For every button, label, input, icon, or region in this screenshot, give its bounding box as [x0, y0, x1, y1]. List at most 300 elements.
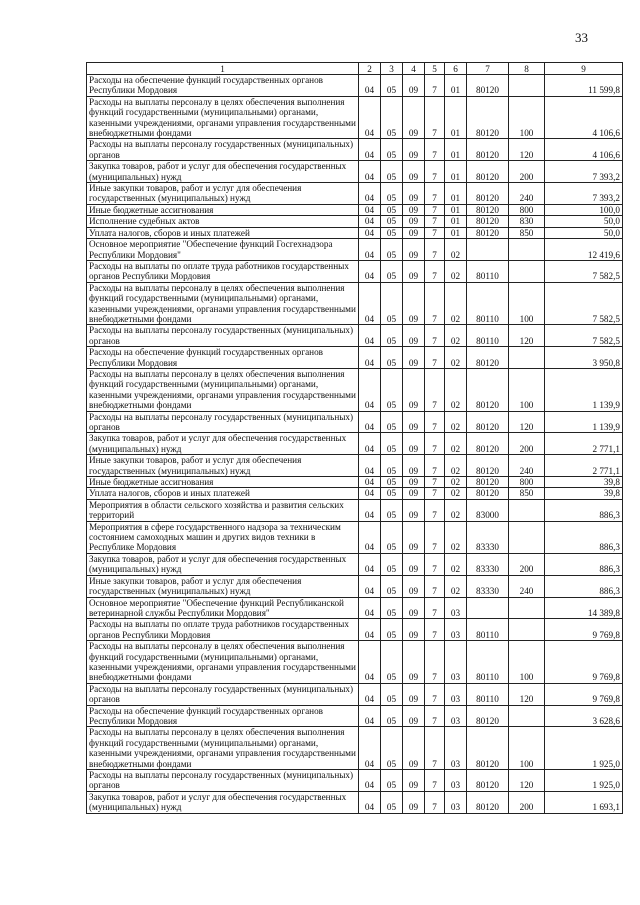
subprogram-code-cell: 7 [425, 433, 445, 455]
program-code-cell: 09 [403, 641, 425, 684]
section-code-cell: 04 [359, 499, 381, 521]
row-name-cell: Расходы на выплаты персоналу в целях обеспечения выполнения функций государственными (муниципальными) органами, казенными учреждениями, органами управления государственными внебюджетными фондами [87, 282, 359, 325]
activity-code-cell: 03 [445, 727, 467, 770]
activity-code-cell: 02 [445, 411, 467, 433]
direction-code-cell: 80120 [467, 433, 509, 455]
section-code-cell: 04 [359, 521, 381, 553]
program-code-cell: 09 [403, 161, 425, 183]
section-code-cell: 04 [359, 619, 381, 641]
row-name-cell: Расходы на выплаты персоналу государственных (муниципальных) органов [87, 139, 359, 161]
column-header: 3 [381, 63, 403, 75]
column-header: 4 [403, 63, 425, 75]
section-code-cell: 04 [359, 597, 381, 619]
table-row [87, 75, 623, 97]
direction-code-cell: 80110 [467, 641, 509, 684]
section-code-cell: 04 [359, 791, 381, 813]
expense-type-cell: 120 [509, 411, 545, 433]
row-name-cell: Мероприятия в области сельского хозяйства и развития сельских территорий [87, 499, 359, 521]
subprogram-code-cell: 7 [425, 455, 445, 477]
row-name-cell: Иные бюджетные ассигнования [87, 477, 359, 488]
activity-code-cell: 03 [445, 641, 467, 684]
table-row [87, 139, 623, 161]
amount-cell: 886,3 [545, 499, 623, 521]
activity-code-cell: 02 [445, 455, 467, 477]
expense-type-cell: 200 [509, 791, 545, 813]
amount-cell: 9 769,8 [545, 683, 623, 705]
subprogram-code-cell: 7 [425, 521, 445, 553]
activity-code-cell: 01 [445, 75, 467, 97]
row-name-cell: Расходы на выплаты персоналу государственных (муниципальных) органов [87, 770, 359, 792]
table-row [87, 325, 623, 347]
table-row [87, 455, 623, 477]
amount-cell: 4 106,6 [545, 96, 623, 139]
table-row [87, 216, 623, 227]
column-header: 8 [509, 63, 545, 75]
subsection-code-cell: 05 [381, 368, 403, 411]
subprogram-code-cell: 7 [425, 282, 445, 325]
activity-code-cell: 02 [445, 325, 467, 347]
amount-cell: 2 771,1 [545, 455, 623, 477]
program-code-cell: 09 [403, 183, 425, 205]
subprogram-code-cell: 7 [425, 96, 445, 139]
activity-code-cell: 03 [445, 770, 467, 792]
amount-cell: 1 925,0 [545, 727, 623, 770]
section-code-cell: 04 [359, 347, 381, 369]
section-code-cell: 04 [359, 705, 381, 727]
table-row [87, 488, 623, 499]
subprogram-code-cell: 7 [425, 727, 445, 770]
subsection-code-cell: 05 [381, 411, 403, 433]
subsection-code-cell: 05 [381, 553, 403, 575]
direction-code-cell: 80120 [467, 791, 509, 813]
subsection-code-cell: 05 [381, 597, 403, 619]
table-row [87, 260, 623, 282]
row-name-cell: Расходы на обеспечение функций государственных органов Республики Мордовия [87, 705, 359, 727]
row-name-cell: Закупка товаров, работ и услуг для обеспечения государственных (муниципальных) нужд [87, 553, 359, 575]
amount-cell: 12 419,6 [545, 239, 623, 261]
row-name-cell: Расходы на выплаты персоналу в целях обеспечения выполнения функций государственными (муниципальными) органами, казенными учреждениями, органами управления государственными внебюджетными фондами [87, 641, 359, 684]
header-row [87, 63, 623, 75]
program-code-cell: 09 [403, 619, 425, 641]
program-code-cell: 09 [403, 347, 425, 369]
expense-type-cell: 120 [509, 139, 545, 161]
section-code-cell: 04 [359, 282, 381, 325]
subsection-code-cell: 05 [381, 521, 403, 553]
subprogram-code-cell: 7 [425, 227, 445, 238]
amount-cell: 886,3 [545, 553, 623, 575]
expense-type-cell [509, 260, 545, 282]
direction-code-cell: 80120 [467, 75, 509, 97]
activity-code-cell: 03 [445, 597, 467, 619]
direction-code-cell: 80120 [467, 161, 509, 183]
row-name-cell: Расходы на выплаты персоналу в целях обеспечения выполнения функций государственными (муниципальными) органами, казенными учреждениями, органами управления государственными внебюджетными фондами [87, 727, 359, 770]
section-code-cell: 04 [359, 683, 381, 705]
table-row [87, 727, 623, 770]
amount-cell: 4 106,6 [545, 139, 623, 161]
direction-code-cell [467, 597, 509, 619]
direction-code-cell: 80120 [467, 227, 509, 238]
row-name-cell: Расходы на выплаты персоналу государственных (муниципальных) органов [87, 411, 359, 433]
table-row [87, 347, 623, 369]
direction-code-cell: 80110 [467, 282, 509, 325]
amount-cell: 7 582,5 [545, 260, 623, 282]
program-code-cell: 09 [403, 499, 425, 521]
expense-type-cell [509, 521, 545, 553]
activity-code-cell: 03 [445, 705, 467, 727]
amount-cell: 39,8 [545, 488, 623, 499]
subprogram-code-cell: 7 [425, 641, 445, 684]
program-code-cell: 09 [403, 770, 425, 792]
program-code-cell: 09 [403, 791, 425, 813]
program-code-cell: 09 [403, 488, 425, 499]
direction-code-cell: 80120 [467, 455, 509, 477]
expense-type-cell: 800 [509, 204, 545, 215]
direction-code-cell: 80120 [467, 347, 509, 369]
subsection-code-cell: 05 [381, 239, 403, 261]
activity-code-cell: 02 [445, 347, 467, 369]
program-code-cell: 09 [403, 139, 425, 161]
program-code-cell: 09 [403, 597, 425, 619]
subsection-code-cell: 05 [381, 347, 403, 369]
table-row [87, 791, 623, 813]
section-code-cell: 04 [359, 770, 381, 792]
subprogram-code-cell: 7 [425, 553, 445, 575]
subsection-code-cell: 05 [381, 791, 403, 813]
subsection-code-cell: 05 [381, 488, 403, 499]
activity-code-cell: 01 [445, 139, 467, 161]
program-code-cell: 09 [403, 368, 425, 411]
program-code-cell: 09 [403, 239, 425, 261]
direction-code-cell [467, 239, 509, 261]
row-name-cell: Расходы на выплаты персоналу государственных (муниципальных) органов [87, 325, 359, 347]
subsection-code-cell: 05 [381, 705, 403, 727]
program-code-cell: 09 [403, 477, 425, 488]
section-code-cell: 04 [359, 204, 381, 215]
amount-cell: 1 139,9 [545, 411, 623, 433]
row-name-cell: Закупка товаров, работ и услуг для обеспечения государственных (муниципальных) нужд [87, 433, 359, 455]
activity-code-cell: 01 [445, 227, 467, 238]
program-code-cell: 09 [403, 411, 425, 433]
program-code-cell: 09 [403, 683, 425, 705]
direction-code-cell: 80120 [467, 204, 509, 215]
row-name-cell: Исполнение судебных актов [87, 216, 359, 227]
subprogram-code-cell: 7 [425, 216, 445, 227]
row-name-cell: Расходы на выплаты персоналу в целях обеспечения выполнения функций государственными (муниципальными) органами, казенными учреждениями, органами управления государственными внебюджетными фондами [87, 368, 359, 411]
table-row [87, 499, 623, 521]
subsection-code-cell: 05 [381, 433, 403, 455]
subprogram-code-cell: 7 [425, 161, 445, 183]
section-code-cell: 04 [359, 161, 381, 183]
expense-type-cell: 100 [509, 96, 545, 139]
table-body [87, 75, 623, 814]
subprogram-code-cell: 7 [425, 75, 445, 97]
column-header: 9 [545, 63, 623, 75]
table-row [87, 96, 623, 139]
row-name-cell: Иные закупки товаров, работ и услуг для обеспечения государственных (муниципальных) нужд [87, 575, 359, 597]
expense-type-cell: 240 [509, 455, 545, 477]
column-header: 5 [425, 63, 445, 75]
row-name-cell: Уплата налогов, сборов и иных платежей [87, 488, 359, 499]
expense-type-cell: 830 [509, 216, 545, 227]
section-code-cell: 04 [359, 575, 381, 597]
direction-code-cell: 80110 [467, 260, 509, 282]
table-row [87, 619, 623, 641]
activity-code-cell: 02 [445, 488, 467, 499]
section-code-cell: 04 [359, 325, 381, 347]
direction-code-cell: 83330 [467, 553, 509, 575]
subprogram-code-cell: 7 [425, 477, 445, 488]
subsection-code-cell: 05 [381, 227, 403, 238]
row-name-cell: Основное мероприятие "Обеспечение функций Госгехнадзора Республики Мордовия" [87, 239, 359, 261]
page-number: 33 [575, 30, 588, 45]
row-name-cell: Иные бюджетные ассигнования [87, 204, 359, 215]
row-name-cell: Уплата налогов, сборов и иных платежей [87, 227, 359, 238]
program-code-cell: 09 [403, 282, 425, 325]
amount-cell: 50,0 [545, 227, 623, 238]
row-name-cell: Закупка товаров, работ и услуг для обеспечения государственных (муниципальных) нужд [87, 161, 359, 183]
amount-cell: 50,0 [545, 216, 623, 227]
amount-cell: 1 139,9 [545, 368, 623, 411]
expense-type-cell [509, 347, 545, 369]
subsection-code-cell: 05 [381, 683, 403, 705]
expense-type-cell: 240 [509, 183, 545, 205]
section-code-cell: 04 [359, 227, 381, 238]
expense-type-cell: 100 [509, 368, 545, 411]
direction-code-cell: 80110 [467, 619, 509, 641]
section-code-cell: 04 [359, 488, 381, 499]
expense-type-cell [509, 597, 545, 619]
expense-type-cell [509, 239, 545, 261]
row-name-cell: Расходы на обеспечение функций государственных органов Республики Мордовия [87, 347, 359, 369]
section-code-cell: 04 [359, 75, 381, 97]
activity-code-cell: 02 [445, 260, 467, 282]
direction-code-cell: 83330 [467, 575, 509, 597]
section-code-cell: 04 [359, 368, 381, 411]
expense-type-cell: 200 [509, 553, 545, 575]
expense-type-cell [509, 499, 545, 521]
section-code-cell: 04 [359, 183, 381, 205]
section-code-cell: 04 [359, 553, 381, 575]
activity-code-cell: 02 [445, 499, 467, 521]
program-code-cell: 09 [403, 455, 425, 477]
expense-type-cell [509, 619, 545, 641]
expense-type-cell: 100 [509, 641, 545, 684]
expense-type-cell [509, 75, 545, 97]
activity-code-cell: 02 [445, 282, 467, 325]
expense-type-cell: 240 [509, 575, 545, 597]
row-name-cell: Расходы на выплаты по оплате труда работников государственных органов Республики Мордовия [87, 260, 359, 282]
column-header: 2 [359, 63, 381, 75]
direction-code-cell: 80120 [467, 96, 509, 139]
amount-cell: 1 693,1 [545, 791, 623, 813]
direction-code-cell: 80120 [467, 705, 509, 727]
subsection-code-cell: 05 [381, 216, 403, 227]
expense-type-cell: 100 [509, 282, 545, 325]
row-name-cell: Расходы на выплаты персоналу государственных (муниципальных) органов [87, 683, 359, 705]
subprogram-code-cell: 7 [425, 488, 445, 499]
subprogram-code-cell: 7 [425, 183, 445, 205]
table-row [87, 282, 623, 325]
program-code-cell: 09 [403, 216, 425, 227]
amount-cell: 1 925,0 [545, 770, 623, 792]
direction-code-cell: 80120 [467, 216, 509, 227]
expense-type-cell: 850 [509, 488, 545, 499]
subsection-code-cell: 05 [381, 727, 403, 770]
activity-code-cell: 02 [445, 239, 467, 261]
table-row [87, 204, 623, 215]
expense-type-cell: 100 [509, 727, 545, 770]
subprogram-code-cell: 7 [425, 411, 445, 433]
direction-code-cell: 80120 [467, 368, 509, 411]
activity-code-cell: 02 [445, 433, 467, 455]
table-row [87, 368, 623, 411]
table-row [87, 705, 623, 727]
expense-type-cell: 800 [509, 477, 545, 488]
subprogram-code-cell: 7 [425, 597, 445, 619]
row-name-cell: Расходы на выплаты персоналу в целях обеспечения выполнения функций государственными (муниципальными) органами, казенными учреждениями, органами управления государственными внебюджетными фондами [87, 96, 359, 139]
amount-cell: 7 582,5 [545, 282, 623, 325]
program-code-cell: 09 [403, 705, 425, 727]
subsection-code-cell: 05 [381, 75, 403, 97]
table-row [87, 597, 623, 619]
row-name-cell: Мероприятия в сфере государственного надзора за техническим состоянием самоходных машин и других видов техники в Республике Мордовия [87, 521, 359, 553]
table-row [87, 433, 623, 455]
subsection-code-cell: 05 [381, 204, 403, 215]
amount-cell: 2 771,1 [545, 433, 623, 455]
activity-code-cell: 01 [445, 96, 467, 139]
program-code-cell: 09 [403, 325, 425, 347]
table-row [87, 770, 623, 792]
subprogram-code-cell: 7 [425, 239, 445, 261]
subprogram-code-cell: 7 [425, 683, 445, 705]
amount-cell: 3 950,8 [545, 347, 623, 369]
program-code-cell: 09 [403, 227, 425, 238]
table-row [87, 521, 623, 553]
program-code-cell: 09 [403, 553, 425, 575]
activity-code-cell: 02 [445, 521, 467, 553]
direction-code-cell: 80120 [467, 477, 509, 488]
table-row [87, 553, 623, 575]
direction-code-cell: 80110 [467, 325, 509, 347]
subprogram-code-cell: 7 [425, 575, 445, 597]
amount-cell: 3 628,6 [545, 705, 623, 727]
direction-code-cell: 80120 [467, 770, 509, 792]
subprogram-code-cell: 7 [425, 139, 445, 161]
subsection-code-cell: 05 [381, 260, 403, 282]
expense-type-cell: 120 [509, 325, 545, 347]
amount-cell: 39,8 [545, 477, 623, 488]
amount-cell: 100,0 [545, 204, 623, 215]
row-name-cell: Иные закупки товаров, работ и услуг для обеспечения государственных (муниципальных) нужд [87, 455, 359, 477]
subprogram-code-cell: 7 [425, 368, 445, 411]
row-name-cell: Закупка товаров, работ и услуг для обеспечения государственных (муниципальных) нужд [87, 791, 359, 813]
program-code-cell: 09 [403, 727, 425, 770]
column-header: 6 [445, 63, 467, 75]
direction-code-cell: 80110 [467, 683, 509, 705]
direction-code-cell: 80120 [467, 139, 509, 161]
expense-type-cell: 200 [509, 433, 545, 455]
amount-cell: 886,3 [545, 521, 623, 553]
subsection-code-cell: 05 [381, 499, 403, 521]
subprogram-code-cell: 7 [425, 347, 445, 369]
activity-code-cell: 03 [445, 791, 467, 813]
table-row [87, 683, 623, 705]
subprogram-code-cell: 7 [425, 705, 445, 727]
program-code-cell: 09 [403, 260, 425, 282]
section-code-cell: 04 [359, 139, 381, 161]
subprogram-code-cell: 7 [425, 325, 445, 347]
row-name-cell: Расходы на выплаты по оплате труда работников государственных органов Республики Мордовия [87, 619, 359, 641]
activity-code-cell: 02 [445, 553, 467, 575]
program-code-cell: 09 [403, 75, 425, 97]
activity-code-cell: 01 [445, 204, 467, 215]
program-code-cell: 09 [403, 96, 425, 139]
activity-code-cell: 01 [445, 183, 467, 205]
activity-code-cell: 02 [445, 477, 467, 488]
activity-code-cell: 03 [445, 619, 467, 641]
expense-type-cell: 200 [509, 161, 545, 183]
amount-cell: 7 393,2 [545, 183, 623, 205]
direction-code-cell: 80120 [467, 183, 509, 205]
subsection-code-cell: 05 [381, 619, 403, 641]
program-code-cell: 09 [403, 575, 425, 597]
section-code-cell: 04 [359, 216, 381, 227]
section-code-cell: 04 [359, 727, 381, 770]
program-code-cell: 09 [403, 521, 425, 553]
section-code-cell: 04 [359, 96, 381, 139]
table-row [87, 183, 623, 205]
amount-cell: 9 769,8 [545, 619, 623, 641]
expense-type-cell: 120 [509, 770, 545, 792]
subsection-code-cell: 05 [381, 139, 403, 161]
amount-cell: 7 582,5 [545, 325, 623, 347]
activity-code-cell: 01 [445, 216, 467, 227]
subsection-code-cell: 05 [381, 477, 403, 488]
table-row [87, 477, 623, 488]
subsection-code-cell: 05 [381, 96, 403, 139]
section-code-cell: 04 [359, 239, 381, 261]
program-code-cell: 09 [403, 204, 425, 215]
subprogram-code-cell: 7 [425, 791, 445, 813]
table-row [87, 227, 623, 238]
program-code-cell: 09 [403, 433, 425, 455]
subprogram-code-cell: 7 [425, 770, 445, 792]
amount-cell: 9 769,8 [545, 641, 623, 684]
row-name-cell: Расходы на обеспечение функций государственных органов Республики Мордовия [87, 75, 359, 97]
subsection-code-cell: 05 [381, 282, 403, 325]
section-code-cell: 04 [359, 455, 381, 477]
table-row [87, 239, 623, 261]
section-code-cell: 04 [359, 477, 381, 488]
direction-code-cell: 83330 [467, 521, 509, 553]
subsection-code-cell: 05 [381, 183, 403, 205]
subsection-code-cell: 05 [381, 770, 403, 792]
expense-type-cell [509, 705, 545, 727]
section-code-cell: 04 [359, 260, 381, 282]
direction-code-cell: 83000 [467, 499, 509, 521]
subsection-code-cell: 05 [381, 575, 403, 597]
section-code-cell: 04 [359, 641, 381, 684]
subprogram-code-cell: 7 [425, 619, 445, 641]
subprogram-code-cell: 7 [425, 204, 445, 215]
activity-code-cell: 02 [445, 368, 467, 411]
section-code-cell: 04 [359, 433, 381, 455]
table-row [87, 411, 623, 433]
expense-type-cell: 120 [509, 683, 545, 705]
expense-type-cell: 850 [509, 227, 545, 238]
amount-cell: 7 393,2 [545, 161, 623, 183]
row-name-cell: Основное мероприятие "Обеспечение функций Республиканской ветеринарной службы Республики Мордовия" [87, 597, 359, 619]
